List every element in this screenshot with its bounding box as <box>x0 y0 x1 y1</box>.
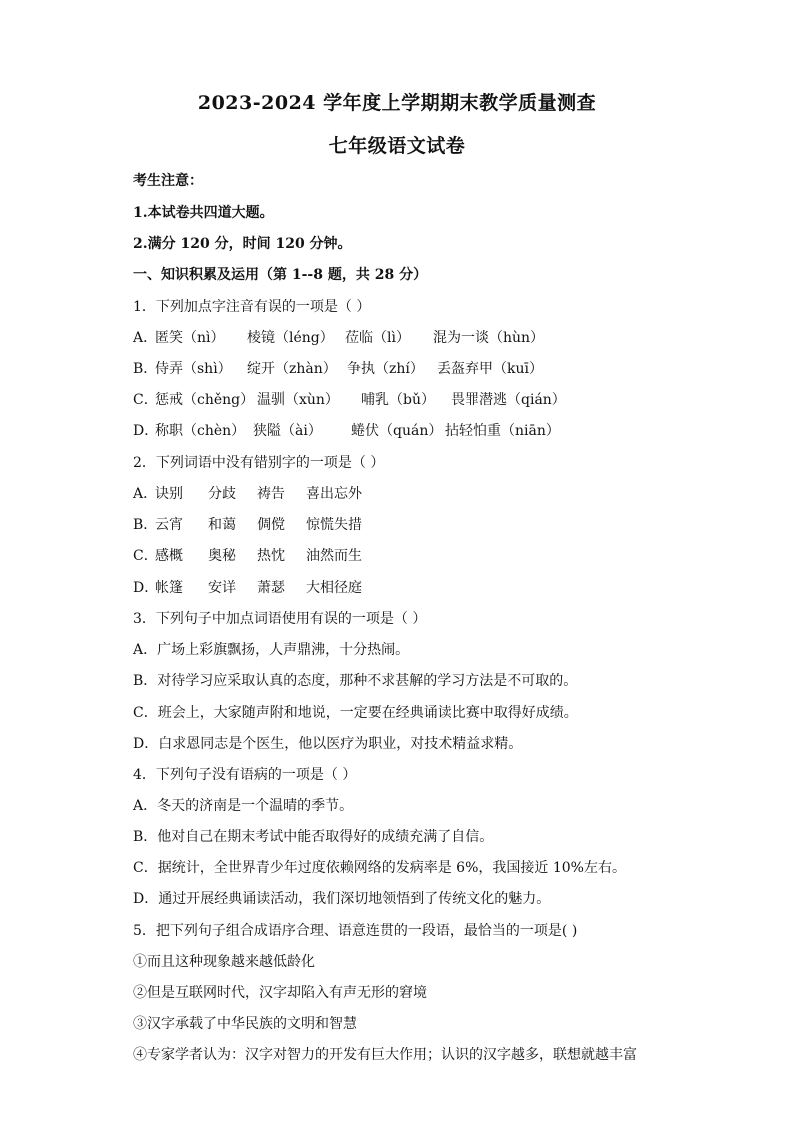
option-item: 分歧 <box>208 486 236 502</box>
option-item: 混为一谈（hùn） <box>433 330 545 346</box>
question-option: A．广场上彩旗飘扬，人声鼎沸，十分热闹。 <box>133 642 410 658</box>
option-label: B． <box>133 517 158 533</box>
question-option <box>133 545 362 565</box>
question-option: C．班会上，大家随声附和地说，一定要在经典诵读比赛中取得好成绩。 <box>133 705 578 721</box>
question-option <box>133 420 560 440</box>
option-item: 蜷伏（quán） <box>351 423 443 439</box>
sentence-item: ②但是互联网时代，汉字却陷入有声无形的窘境 <box>133 985 427 1001</box>
option-item: 感概 <box>155 548 183 564</box>
option-label: C． <box>133 392 158 408</box>
notice-item: 1.本试卷共四道大题。 <box>133 205 274 221</box>
option-item: 莅临（lì） <box>345 330 410 346</box>
option-item: 绽开（zhàn） <box>247 361 337 377</box>
option-label: D． <box>133 423 159 439</box>
question-option <box>133 327 544 347</box>
exam-subtitle: 七年级语文试卷 <box>328 135 466 157</box>
option-item: 热忱 <box>257 548 285 564</box>
exam-title: 2023-2024 学年度上学期期末教学质量测查 <box>197 92 597 114</box>
option-item: 萧瑟 <box>257 580 285 596</box>
question-stem: 3．下列句子中加点词语使用有误的一项是（ ） <box>133 611 427 627</box>
option-item: 畏罪潜逃（qián） <box>451 392 566 408</box>
sentence-item: ④专家学者认为：汉字对智力的开发有巨大作用；认识的汉字越多，联想就越丰富 <box>133 1047 637 1063</box>
question-stem: 2．下列词语中没有错别字的一项是（ ） <box>133 455 385 471</box>
sentence-item: ③汉字承载了中华民族的文明和智慧 <box>133 1016 357 1032</box>
option-item: 匿笑（nì） <box>155 330 225 346</box>
question-option: B．对待学习应采取认真的态度，那种不求甚解的学习方法是不可取的。 <box>133 673 578 689</box>
option-item: 侍弄（shì） <box>155 361 232 377</box>
question-option <box>133 358 543 378</box>
question-option: B．他对自己在期末考试中能否取得好的成绩充满了自信。 <box>133 829 494 845</box>
question-stem: 1．下列加点字注音有误的一项是（ ） <box>133 299 371 315</box>
option-item: 温驯（xùn） <box>257 392 339 408</box>
question-option <box>133 483 362 503</box>
option-item: 称职（chèn） <box>155 423 246 439</box>
question-stem: 5．把下列句子组合成语序合理、语意连贯的一段语，最恰当的一项是( ) <box>133 923 578 939</box>
question-option: A．冬天的济南是一个温晴的季节。 <box>133 798 354 814</box>
option-item: 诀别 <box>155 486 183 502</box>
option-item: 丢盔弃甲（kuī） <box>437 361 543 377</box>
sentence-item: ①而且这种现象越来越低龄化 <box>133 954 315 970</box>
option-item: 狭隘（ài） <box>253 423 322 439</box>
notice-item: 2.满分 120 分，时间 120 分钟。 <box>133 236 352 252</box>
option-item: 惩戒（chěng） <box>155 392 255 408</box>
option-item: 惊慌失措 <box>306 517 362 533</box>
option-item: 祷告 <box>257 486 285 502</box>
question-option: D．白求恩同志是个医生，他以医疗为职业，对技术精益求精。 <box>133 736 523 752</box>
option-item: 奥秘 <box>208 548 236 564</box>
option-label: D． <box>133 580 159 596</box>
question-option <box>133 389 566 409</box>
section-heading: 一、知识积累及运用（第 1--8 题，共 28 分） <box>133 267 428 283</box>
option-item: 安详 <box>208 580 236 596</box>
option-item: 帐篷 <box>155 580 183 596</box>
notice-heading: 考生注意： <box>133 173 203 189</box>
question-stem: 4．下列句子没有语病的一项是（ ） <box>133 767 357 783</box>
option-label: A． <box>133 486 158 502</box>
option-item: 云宵 <box>155 517 183 533</box>
option-item: 和蔼 <box>208 517 236 533</box>
question-option <box>133 514 362 534</box>
option-item: 棱镜（léng） <box>247 330 334 346</box>
question-option <box>133 577 362 597</box>
option-label: A． <box>133 330 158 346</box>
option-item: 哺乳（bǔ） <box>361 392 435 408</box>
option-item: 油然而生 <box>306 548 362 564</box>
option-label: C． <box>133 548 158 564</box>
option-label: B． <box>133 361 158 377</box>
option-item: 倜傥 <box>257 517 285 533</box>
option-item: 争执（zhí） <box>347 361 424 377</box>
option-item: 喜出忘外 <box>306 486 362 502</box>
question-option: D．通过开展经典诵读活动，我们深切地领悟到了传统文化的魅力。 <box>133 891 551 907</box>
question-option: C．据统计，全世界青少年过度依赖网络的发病率是 6%，我国接近 10%左右。 <box>133 860 626 876</box>
option-item: 大相径庭 <box>306 580 362 596</box>
option-item: 拈轻怕重（niān） <box>445 423 560 439</box>
